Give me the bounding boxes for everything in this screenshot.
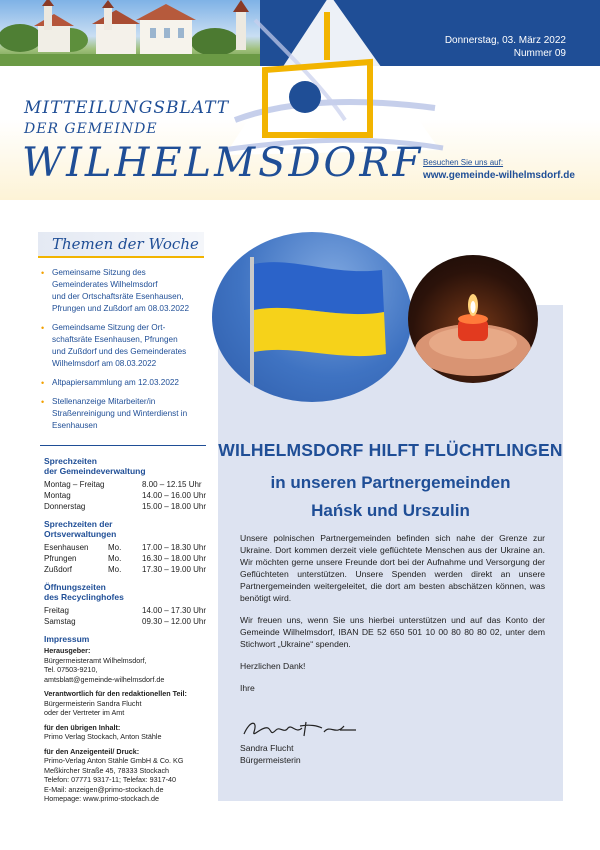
visit-label: Besuchen Sie uns auf: — [423, 158, 504, 167]
candle-photo — [408, 255, 538, 383]
topic-line: Esenhausen — [52, 421, 98, 430]
hours-day: Donnerstag — [44, 502, 86, 511]
issue-number: Nummer 09 — [513, 48, 566, 59]
bullet-icon: • — [41, 397, 45, 407]
masthead-line2: DER GEMEINDE — [24, 121, 158, 137]
hours-day: Montag – Freitag — [44, 480, 105, 489]
hours-row — [44, 564, 209, 575]
hours-time: 15.00 – 18.00 Uhr — [142, 502, 207, 511]
section-title: der Gemeindeverwaltung — [44, 466, 146, 476]
hours-row — [44, 605, 209, 616]
topic-line: Straßenreinigung und Winterdienst in — [52, 409, 188, 418]
ads-line: Meßkircher Straße 45, 78333 Stockach — [44, 765, 170, 775]
hours-row — [44, 490, 209, 501]
topic-line: und der Ortschaftsräte Esenhausen, — [52, 292, 184, 301]
impressum — [44, 634, 209, 804]
editorial-line: oder der Vertreter im Amt — [44, 708, 125, 717]
website-link[interactable]: www.gemeinde-wilhelmsdorf.de — [423, 170, 575, 181]
article-paragraph: Unsere polnischen Partnergemeinden befinden sich nahe der Grenze zur Ukraine. Dort kommen derzeit viele geflüchtete Menschen aus der Ukraine an. Wir möchten gerne unsere Freunde dort bei der Aufnahme und Versorgung der Geflüchteten unterstützen. Unsere Spenden werden direkt an unsere Partnergemeinden weitergeleitet, die dort am besten abschätzen können, was benötigt wird. — [240, 533, 545, 603]
hours-place: Pfrungen — [44, 554, 77, 563]
topic-line: Altpapiersammlung am 12.03.2022 — [52, 378, 179, 387]
editorial-label: Verantwortlich für den redaktionellen Teil: — [44, 689, 187, 698]
publisher-line: Bürgermeisteramt Wilhelmsdorf, — [44, 655, 147, 665]
topic-item[interactable] — [40, 322, 205, 370]
hours-row — [44, 553, 209, 564]
article-subheadline-places: Hańsk und Urszulin — [311, 501, 470, 520]
topic-line: schaftsräte Esenhausen, Pfrungen — [52, 335, 178, 344]
topic-line: Gemeinderates Wilhelmsdorf — [52, 280, 158, 289]
topic-line: Wilhelmsdorf am 08.03.2022 — [52, 359, 157, 368]
article-paragraph: Ihre — [240, 683, 255, 693]
hours-day: Montag — [44, 491, 71, 500]
signer-block — [240, 742, 301, 766]
publisher-label: Herausgeber: — [44, 646, 91, 655]
hours-time: 17.30 – 19.00 Uhr — [142, 565, 207, 574]
hours-time: 8.00 – 12.15 Uhr — [142, 480, 202, 489]
article-subheadline: in unseren Partnergemeinden — [270, 473, 511, 492]
ads-line: Telefon: 07771 9317-11; Telefax: 9317-40 — [44, 775, 177, 784]
candle-illustration — [408, 255, 538, 383]
flag-illustration — [212, 232, 412, 402]
office-hours-villages — [44, 519, 209, 575]
topic-line: Stellenanzeige Mitarbeiter/in — [52, 397, 156, 406]
logo-dot-icon — [289, 81, 321, 113]
divider — [40, 445, 206, 446]
info-column — [44, 456, 209, 804]
hours-place: Zußdorf — [44, 565, 73, 574]
hours-place: Esenhausen — [44, 543, 89, 552]
article-paragraph: Wir freuen uns, wenn Sie uns hierbei unterstützen und auf das Konto der Gemeinde Wilhelmsdorf, IBAN DE 52 650 501 10 00 80 80 80 02, unter dem Stichwort „Ukraine“ spenden. — [240, 615, 545, 649]
bullet-icon: • — [41, 323, 45, 333]
topic-line: Pfrungen und Zußdorf am 08.03.2022 — [52, 304, 190, 313]
issue-date: Donnerstag, 03. März 2022 — [444, 35, 566, 46]
masthead — [0, 0, 600, 200]
hours-row — [44, 479, 209, 490]
publisher-block — [44, 646, 209, 684]
ads-homepage[interactable]: Homepage: www.primo-stockach.de — [44, 794, 160, 803]
hours-time: 16.30 – 18.00 Uhr — [142, 554, 207, 563]
hours-day: Samstag — [44, 617, 76, 626]
topic-line: und Zußdorf und des Gemeinderates — [52, 347, 187, 356]
section-title: des Recyclinghofes — [44, 592, 124, 602]
content-block — [44, 723, 209, 742]
recycling-hours — [44, 582, 209, 627]
publisher-line: Tel. 07503-9210, — [44, 665, 98, 674]
impressum-title: Impressum — [44, 634, 90, 644]
hours-day: Mo. — [108, 565, 122, 574]
themen-title: Themen der Woche — [52, 235, 199, 253]
hours-time: 17.00 – 18.30 Uhr — [142, 543, 207, 552]
topic-item[interactable] — [40, 396, 205, 432]
topics-list — [40, 267, 205, 439]
topic-line: Gemeindsame Sitzung der Ort- — [52, 323, 166, 332]
hours-day: Mo. — [108, 543, 122, 552]
signer-name: Sandra Flucht — [240, 743, 294, 753]
hours-day: Mo. — [108, 554, 122, 563]
publisher-email[interactable]: amtsblatt@gemeinde-wilhelmsdorf.de — [44, 674, 165, 684]
editorial-block — [44, 689, 209, 718]
hours-row — [44, 542, 209, 553]
ads-line: Primo-Verlag Anton Stähle GmbH & Co. KG — [44, 756, 184, 765]
section-title: Ortsverwaltungen — [44, 529, 117, 539]
issue-info — [445, 34, 566, 60]
editorial-line: Bürgermeisterin Sandra Flucht — [44, 698, 142, 708]
article-body — [240, 532, 545, 704]
article-paragraph: Herzlichen Dank! — [240, 661, 306, 671]
ads-block — [44, 747, 209, 804]
topic-line: Gemeinsame Sitzung des — [52, 268, 146, 277]
content-line: Primo Verlag Stockach, Anton Stähle — [44, 732, 162, 741]
hours-row — [44, 501, 209, 512]
section-title: Sprechzeiten — [44, 456, 97, 466]
article-headline: WILHELMSDORF HILFT FLÜCHTLINGEN — [218, 440, 563, 460]
topic-item[interactable] — [40, 267, 205, 315]
section-title: Öffnungszeiten — [44, 582, 106, 592]
topic-item[interactable] — [40, 377, 205, 389]
masthead-title: WILHELMSDORF — [22, 140, 424, 186]
ukraine-flag-photo — [212, 232, 412, 402]
signer-role: Bürgermeisterin — [240, 755, 301, 765]
handwritten-signature — [240, 716, 360, 742]
hours-row — [44, 616, 209, 627]
content-label: für den übrigen Inhalt: — [44, 722, 121, 732]
office-hours-admin — [44, 456, 209, 512]
bullet-icon: • — [41, 268, 45, 278]
hours-day: Freitag — [44, 606, 69, 615]
ads-label: für den Anzeigenteil/ Druck: — [44, 746, 140, 756]
hours-time: 14.00 – 16.00 Uhr — [142, 491, 207, 500]
themen-header — [38, 232, 204, 258]
hours-time: 14.00 – 17.30 Uhr — [142, 606, 207, 615]
hours-time: 09.30 – 12.00 Uhr — [142, 617, 207, 626]
bullet-icon: • — [41, 378, 45, 388]
masthead-line1: MITTEILUNGSBLATT — [24, 98, 230, 118]
ads-email[interactable]: E-Mail: anzeigen@primo-stockach.de — [44, 784, 164, 794]
section-title: Sprechzeiten der — [44, 519, 113, 529]
